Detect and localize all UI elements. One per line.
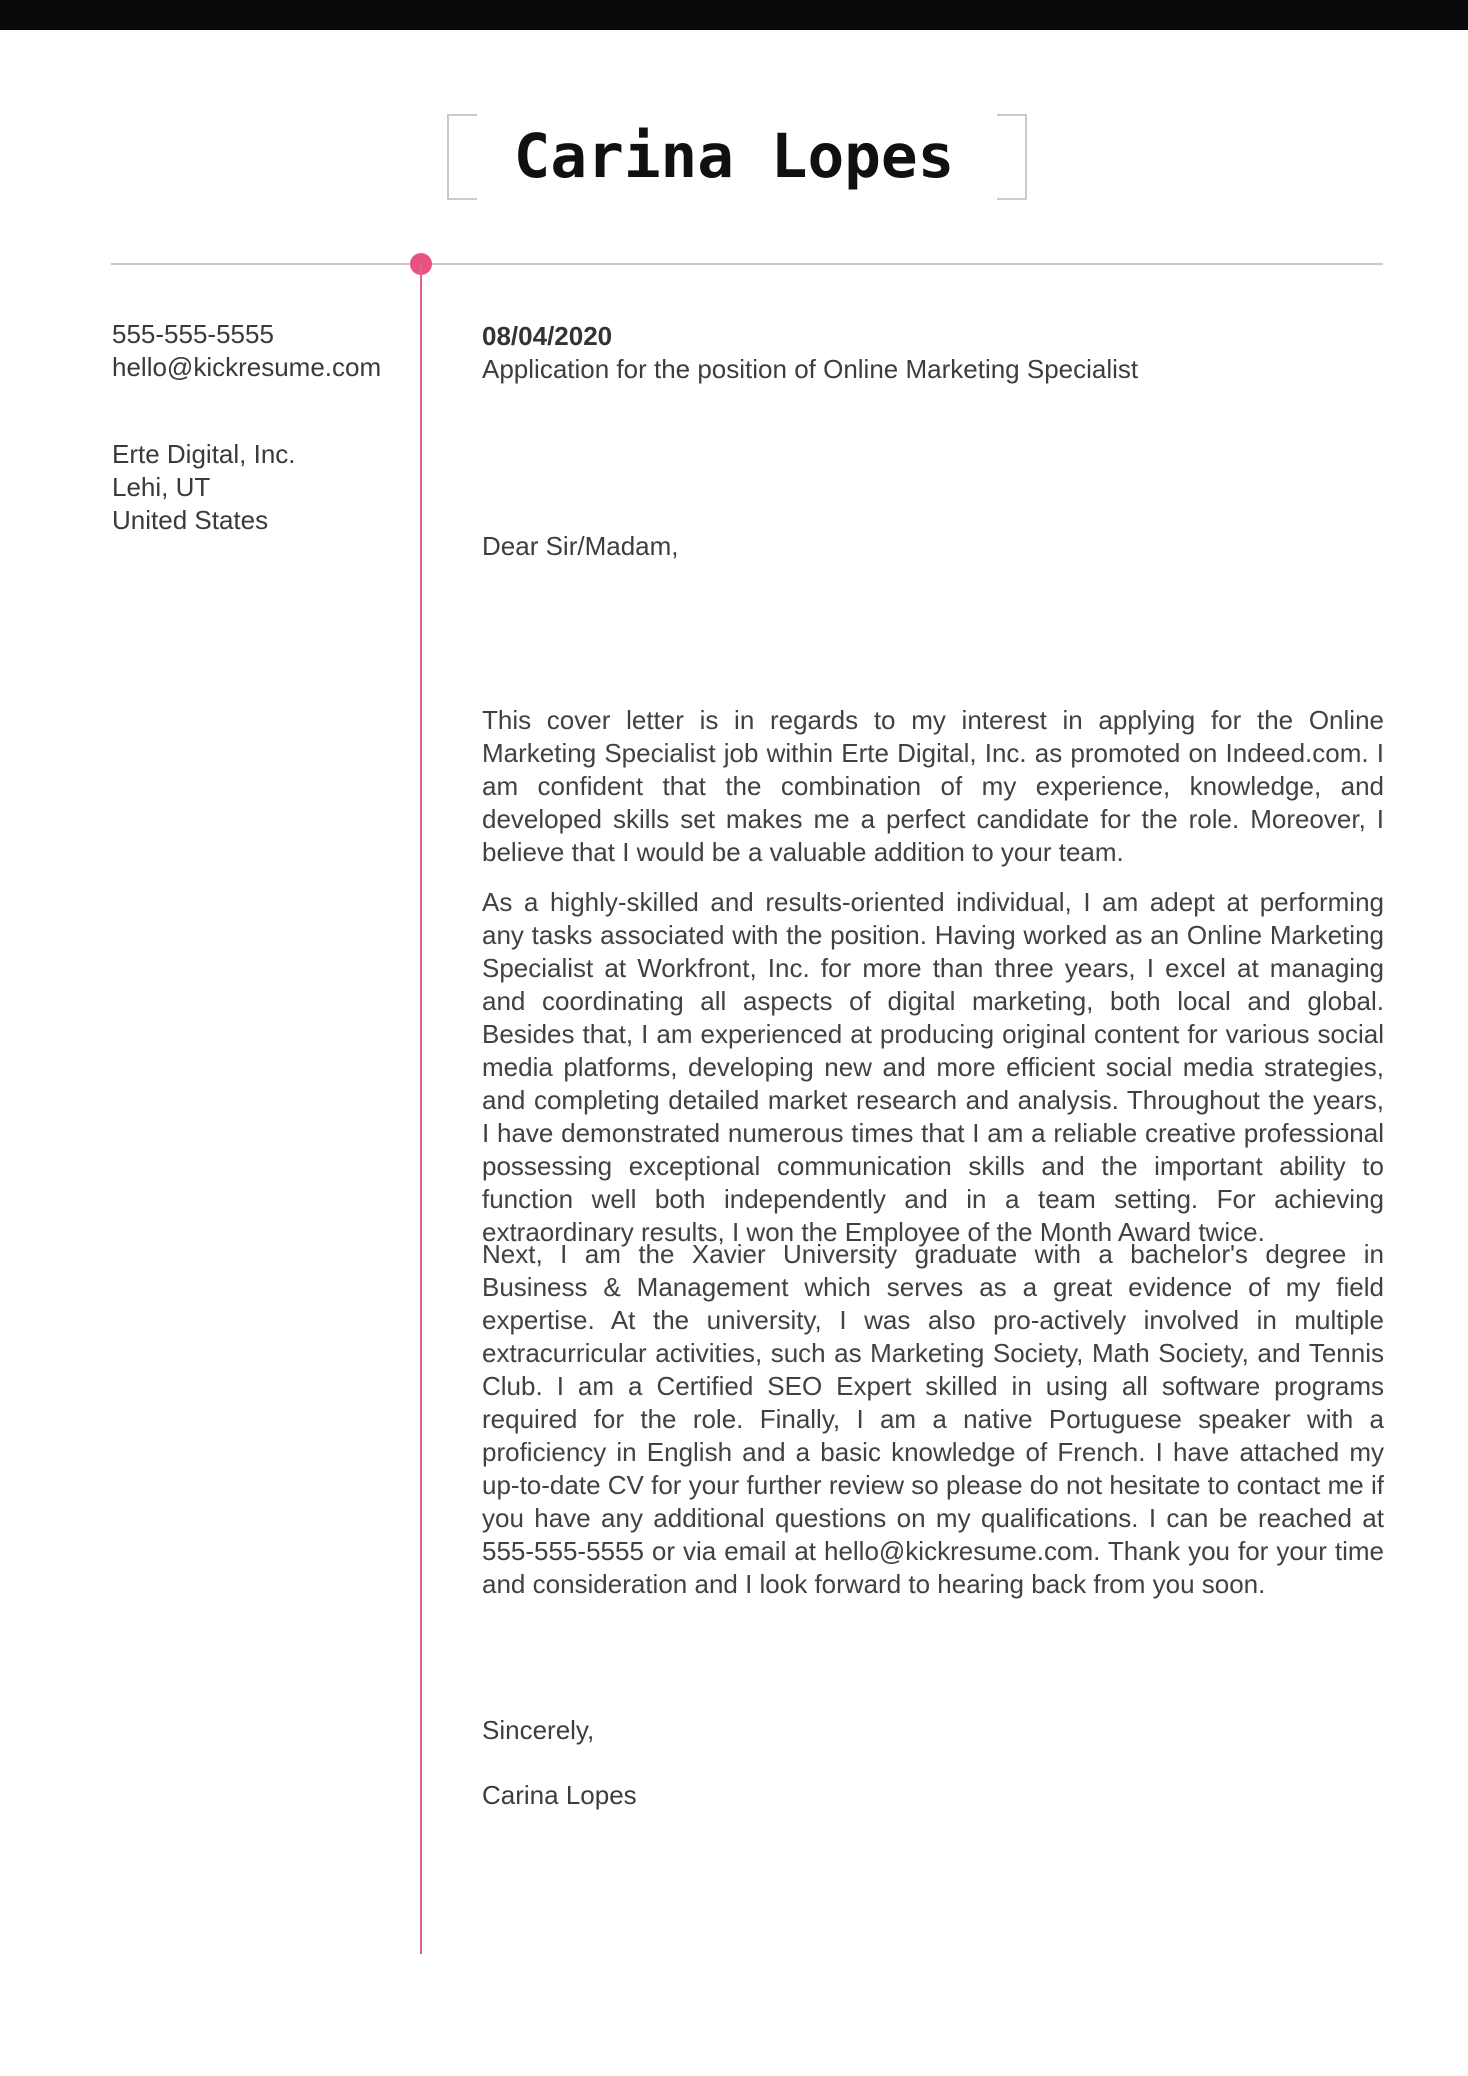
horizontal-divider [111,263,1383,265]
employer-country: United States [112,505,269,535]
employer-city: Lehi, UT [112,472,211,502]
letter-date: 08/04/2020 [482,321,613,351]
letter-paragraph-1: This cover letter is in regards to my interest in applying for the Online Marketing Specialist job within Erte Digital, Inc. as promoted on Indeed.com. I am confident that the combination of my experience, knowledge, and developed skills set makes me a perfect candidate for the role. Moreover, I believe that I would be a valuable addition to your team. [482,705,1384,867]
employer-company: Erte Digital, Inc. [112,439,296,469]
top-accent-bar [0,0,1468,30]
title-row [0,112,1468,202]
page-title: Carina Lopes [513,121,955,192]
letter-signature: Carina Lopes [482,1780,637,1810]
letter-salutation: Dear Sir/Madam, [482,531,679,561]
letter-paragraph-2: As a highly-skilled and results-oriented individual, I am adept at performing any tasks associated with the position. Having worked as an Online Marketing Specialist at Workfront, Inc. for more than three years, I excel at managing and coordinating all aspects of digital marketing, both local and global. Besides that, I am experienced at producing original content for various social media platforms, developing new and more efficient social media strategies, and completing detailed market research and analysis. Throughout the years, I have demonstrated numerous times that I am a reliable creative professional possessing exceptional communication skills and the important ability to function well both independently and in a team setting. For achieving extraordinary results, I won the Employee of the Month Award twice. [482,887,1384,1247]
contact-block [112,318,381,384]
letter-closing: Sincerely, [482,1715,595,1745]
letter-subject: Application for the position of Online Marketing Specialist [482,354,1139,384]
phone-number: 555-555-5555 [112,319,274,349]
letter-paragraph-3: Next, I am the Xavier University graduate with a bachelor's degree in Business & Management which serves as a great evidence of my field expertise. At the university, I was also pro-actively involved in multiple extracurricular activities, such as Marketing Society, Math Society, and Tennis Club. I am a Certified SEO Expert skilled in using all software programs required for the role. Finally, I am a native Portuguese speaker with a proficiency in English and a basic knowledge of French. I have attached my up-to-date CV for your further review so please do not hesitate to contact me if you have any additional questions on my qualifications. I can be reached at 555-555-5555 or via email at hello@kickresume.com. Thank you for your time and consideration and I look forward to hearing back from you soon. [482,1239,1384,1599]
vertical-accent-line [420,264,422,1954]
employer-address-block [112,438,296,537]
email-address: hello@kickresume.com [112,352,382,382]
